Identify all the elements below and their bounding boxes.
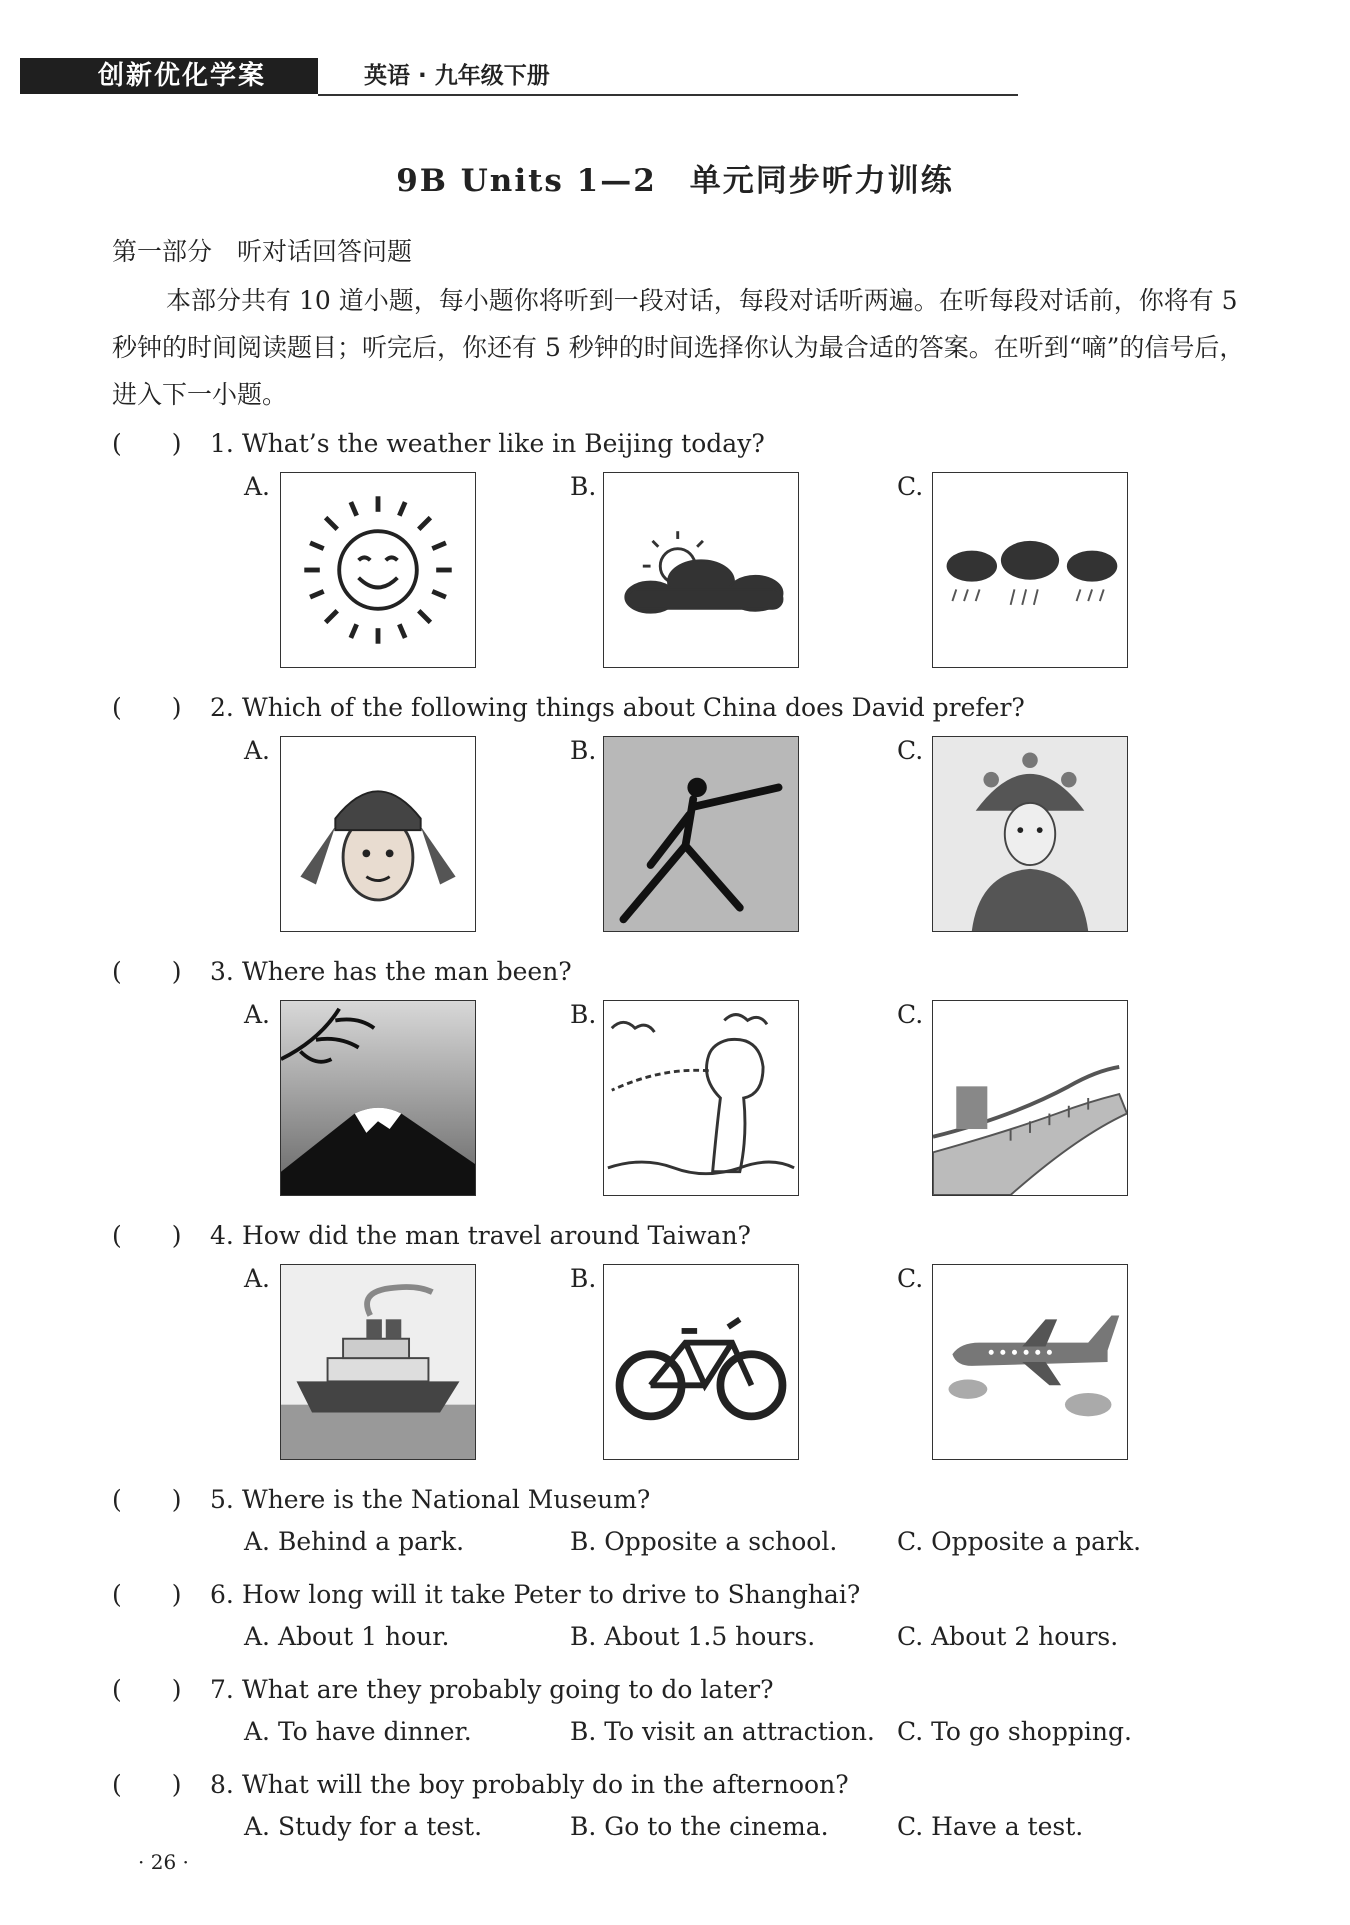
rain-icon[interactable]: [932, 472, 1128, 668]
answer-blank[interactable]: ( ): [112, 1580, 182, 1609]
question-text: Which of the following things about China does David prefer?: [242, 693, 1025, 722]
option-label: C.: [897, 736, 924, 765]
option-c[interactable]: C. To go shopping.: [897, 1717, 1132, 1746]
option-a[interactable]: A. Study for a test.: [244, 1812, 483, 1841]
option-b[interactable]: B. Go to the cinema.: [570, 1812, 829, 1841]
cloudy-icon[interactable]: [603, 472, 799, 668]
question-5: [112, 1480, 650, 1516]
option-a[interactable]: A. Behind a park.: [244, 1527, 465, 1556]
question-text: What are they probably going to do later?: [242, 1675, 774, 1704]
section-title: 第一部分 听对话回答问题: [112, 237, 413, 266]
header-rule: [318, 94, 1018, 96]
question-number: 8.: [210, 1770, 234, 1799]
answer-blank[interactable]: ( ): [112, 1221, 182, 1250]
question-number: 3.: [210, 957, 234, 986]
question-text: How did the man travel around Taiwan?: [242, 1221, 751, 1250]
option-label: C.: [897, 1264, 924, 1293]
question-6: [112, 1575, 860, 1611]
option-c[interactable]: C. Have a test.: [897, 1812, 1084, 1841]
question-text: Where is the National Museum?: [242, 1485, 651, 1514]
answer-blank[interactable]: ( ): [112, 1485, 182, 1514]
question-4: [112, 1216, 751, 1252]
section-intro: 本部分共有 10 道小题，每小题你将听到一段对话，每段对话听两遍。在听每段对话前，你将有 5 秒钟的时间阅读题目；听完后，你还有 5 秒钟的时间选择你认为最合适的答案。在听到“嘀”的信号后，进入下一小题。: [112, 286, 1245, 409]
subject-label: 英语 · 九年级下册: [364, 63, 550, 89]
option-label: B.: [570, 1000, 597, 1029]
page-title: 9B Units 1—2 单元同步听力训练: [396, 163, 954, 199]
option-label: B.: [570, 736, 597, 765]
mount-fuji-icon[interactable]: [280, 1000, 476, 1196]
great-wall-icon[interactable]: [932, 1000, 1128, 1196]
option-label: C.: [897, 472, 924, 501]
option-label: A.: [244, 736, 271, 765]
sun-icon[interactable]: [280, 472, 476, 668]
option-a[interactable]: A. About 1 hour.: [244, 1622, 450, 1651]
question-text: What’s the weather like in Beijing today?: [242, 429, 765, 458]
question-text: Where has the man been?: [242, 957, 572, 986]
question-text: What will the boy probably do in the afternoon?: [242, 1770, 849, 1799]
option-label: A.: [244, 472, 271, 501]
page-number: · 26 ·: [138, 1850, 189, 1874]
option-c[interactable]: C. Opposite a park.: [897, 1527, 1142, 1556]
question-number: 7.: [210, 1675, 234, 1704]
answer-blank[interactable]: ( ): [112, 429, 182, 458]
kung-fu-icon[interactable]: [603, 736, 799, 932]
option-c[interactable]: C. About 2 hours.: [897, 1622, 1119, 1651]
question-8: [112, 1765, 849, 1801]
answer-blank[interactable]: ( ): [112, 1770, 182, 1799]
option-label: B.: [570, 1264, 597, 1293]
question-1: [112, 424, 765, 460]
question-number: 4.: [210, 1221, 234, 1250]
peking-opera-icon[interactable]: [932, 736, 1128, 932]
option-label: A.: [244, 1264, 271, 1293]
answer-blank[interactable]: ( ): [112, 1675, 182, 1704]
opera-mask-icon[interactable]: [280, 736, 476, 932]
question-number: 2.: [210, 693, 234, 722]
option-b[interactable]: B. Opposite a school.: [570, 1527, 838, 1556]
option-a[interactable]: A. To have dinner.: [244, 1717, 472, 1746]
plane-icon[interactable]: [932, 1264, 1128, 1460]
question-number: 5.: [210, 1485, 234, 1514]
ship-icon[interactable]: [280, 1264, 476, 1460]
merlion-icon[interactable]: [603, 1000, 799, 1196]
option-label: A.: [244, 1000, 271, 1029]
option-b[interactable]: B. To visit an attraction.: [570, 1717, 875, 1746]
option-b[interactable]: B. About 1.5 hours.: [570, 1622, 816, 1651]
question-number: 1.: [210, 429, 234, 458]
question-3: [112, 952, 572, 988]
question-7: [112, 1670, 774, 1706]
brand-logo: 创新优化学案: [20, 58, 318, 94]
answer-blank[interactable]: ( ): [112, 957, 182, 986]
answer-blank[interactable]: ( ): [112, 693, 182, 722]
option-label: C.: [897, 1000, 924, 1029]
question-number: 6.: [210, 1580, 234, 1609]
option-label: B.: [570, 472, 597, 501]
bicycle-icon[interactable]: [603, 1264, 799, 1460]
question-2: [112, 688, 1025, 724]
question-text: How long will it take Peter to drive to Shanghai?: [242, 1580, 861, 1609]
